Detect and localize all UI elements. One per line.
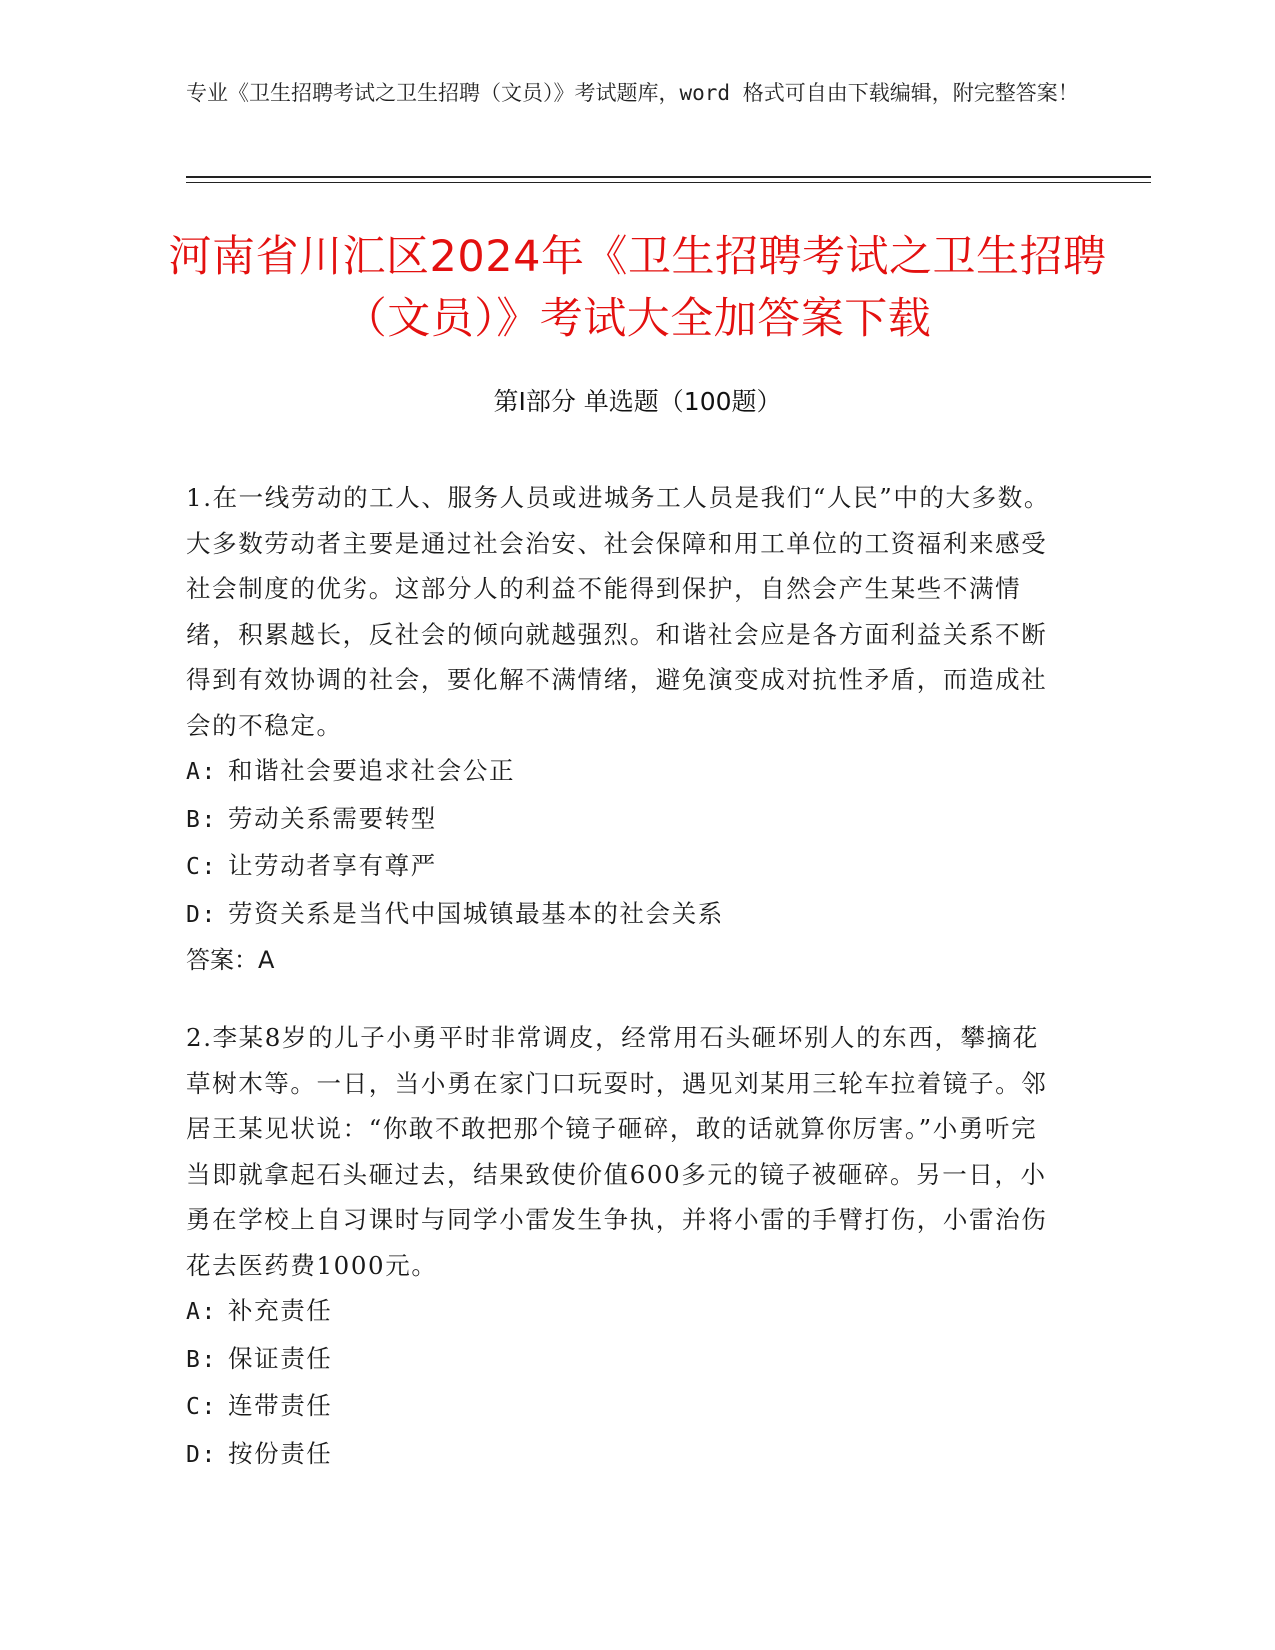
- header-rule-thin: [186, 182, 1151, 183]
- question-stem: 1.在一线劳动的工人、服务人员或进城务工人员是我们“人民”中的大多数。大多数劳动者主要是通过社会治安、社会保障和用工单位的工资福利来感受社会制度的优劣。这部分人的利益不能得到保护，自然会产生某些不满情绪，积累越长，反社会的倾向就越强烈。和谐社会应是各方面利益关系不断得到有效协调的社会，要化解不满情绪，避免演变成对抗性矛盾，而造成社会的不稳定。: [186, 483, 1050, 740]
- option-text: 劳动关系需要转型: [228, 803, 437, 833]
- header-rule-thick: [186, 176, 1151, 178]
- option-key: D:: [186, 901, 217, 928]
- option-d: [186, 891, 1056, 939]
- question-1: [186, 475, 1056, 984]
- option-text: 补充责任: [228, 1296, 333, 1325]
- option-text: 劳资关系是当代中国城镇最基本的社会关系: [228, 898, 724, 928]
- option-key: A:: [186, 1299, 217, 1325]
- option-a: [186, 748, 1056, 796]
- option-text: 保证责任: [228, 1343, 333, 1373]
- option-b: [186, 796, 1056, 844]
- option-text: 让劳动者享有尊严: [228, 851, 437, 880]
- option-key: B:: [186, 1346, 217, 1373]
- question-stem: 2.李某8岁的儿子小勇平时非常调皮，经常用石头砸坏别人的东西，攀摘花草树木等。一日，当小勇在家门口玩耍时，遇见刘某用三轮车拉着镜子。邻居王某见状说：“你敢不敢把那个镜子砸碎，敢的话就算你厉害。”小勇听完当即就拿起石头砸过去，结果致使价值600多元的镜子被砸碎。另一日，小勇在学校上自习课时与同学小雷发生争执，并将小雷的手臂打伤，小雷治伤花去医药费1000元。: [186, 1023, 1048, 1280]
- option-key: C:: [186, 854, 217, 880]
- option-key: B:: [186, 806, 217, 833]
- option-c: [186, 843, 1056, 891]
- option-key: C:: [186, 1394, 217, 1420]
- option-text: 连带责任: [228, 1391, 333, 1420]
- section-title: 第Ⅰ部分 单选题（100题）: [493, 387, 782, 416]
- question-2: [186, 1015, 1056, 1478]
- answer-line: 答案：A: [186, 946, 275, 974]
- document-title: 河南省川汇区2024年《卫生招聘考试之卫生招聘（文员）》考试大全加答案下载: [168, 232, 1107, 344]
- option-b: [186, 1336, 1056, 1384]
- option-key: D:: [186, 1441, 217, 1468]
- option-key: A:: [186, 759, 217, 785]
- option-text: 按份责任: [228, 1438, 333, 1468]
- option-a: [186, 1288, 1056, 1336]
- option-d: [186, 1431, 1056, 1479]
- option-text: 和谐社会要追求社会公正: [228, 756, 516, 785]
- option-c: [186, 1383, 1056, 1431]
- header-note: 专业《卫生招聘考试之卫生招聘（文员）》考试题库，word 格式可自由下载编辑，附完整答案！: [186, 81, 1079, 105]
